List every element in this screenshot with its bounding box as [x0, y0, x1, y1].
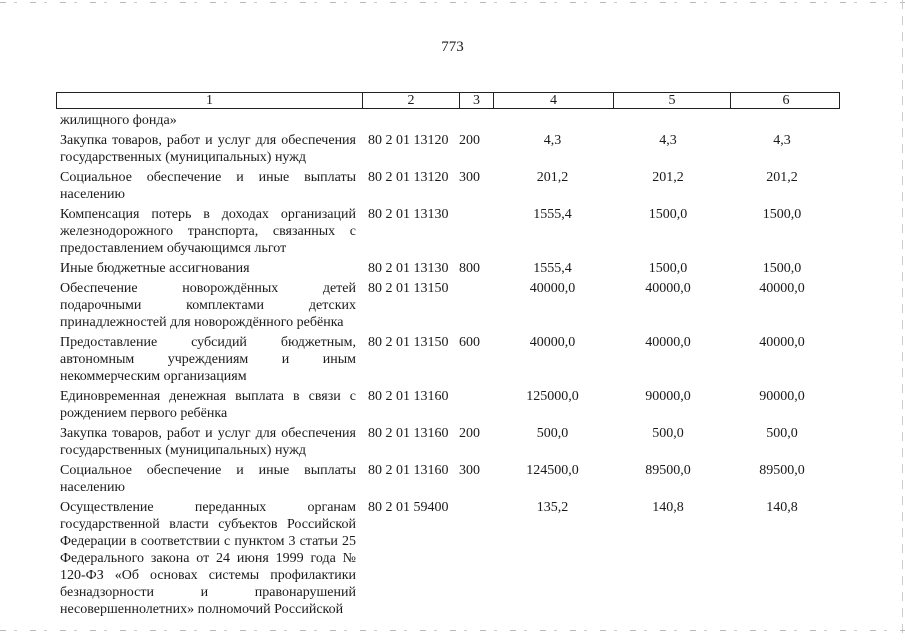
- row-value-col4: 500,0: [536, 426, 569, 441]
- row-expense-type: 200: [459, 133, 480, 148]
- table-row: [60, 112, 840, 129]
- row-value-col5: 40000,0: [645, 281, 691, 296]
- row-code: 80 2 01 13150: [368, 281, 449, 296]
- row-value-col6: 40000,0: [759, 335, 805, 350]
- row-value-col6: 4,3: [773, 133, 791, 148]
- row-name: Социальное обеспечение и иные выплаты населению: [60, 170, 356, 202]
- row-value-col5: 1500,0: [648, 261, 688, 276]
- scan-edge-bottom: [0, 630, 905, 631]
- row-code: 80 2 01 13120: [368, 133, 449, 148]
- table-row: [60, 425, 840, 459]
- row-expense-type: 200: [459, 426, 480, 441]
- page-number: 773: [441, 39, 464, 55]
- row-name: Закупка товаров, работ и услуг для обеспечения государственных (муниципальных) нужд: [60, 133, 356, 165]
- row-code: 80 2 01 13150: [368, 335, 449, 350]
- row-code: 80 2 01 13130: [368, 207, 449, 222]
- table-header: [56, 92, 840, 109]
- header-col-4: 4: [493, 93, 613, 108]
- row-expense-type: 300: [459, 463, 480, 478]
- row-code: 80 2 01 13160: [368, 463, 449, 478]
- row-value-col5: 90000,0: [645, 389, 691, 404]
- table-row: [60, 206, 840, 257]
- table-row: [60, 260, 840, 277]
- row-value-col5: 201,2: [652, 170, 684, 185]
- row-value-col6: 500,0: [766, 426, 798, 441]
- row-value-col4: 201,2: [536, 170, 569, 185]
- row-code: [358, 112, 459, 129]
- row-value-col6: 201,2: [766, 170, 798, 185]
- row-value-col6: [726, 112, 838, 129]
- row-value-col4: 135,2: [536, 500, 569, 515]
- row-value-col5: 89500,0: [645, 463, 691, 478]
- row-expense-type: [459, 499, 495, 618]
- table-row: [60, 462, 840, 496]
- header-col-5: 5: [613, 93, 730, 108]
- header-col-6: 6: [730, 93, 841, 108]
- row-value-col4: 1555,4: [533, 207, 572, 222]
- row-name: Социальное обеспечение и иные выплаты населению: [60, 463, 356, 495]
- row-value-col5: 40000,0: [645, 335, 691, 350]
- table-row: [60, 169, 840, 203]
- row-code: 80 2 01 13160: [368, 389, 449, 404]
- row-value-col4: 4,3: [543, 133, 562, 148]
- row-value-col6: 140,8: [766, 500, 798, 515]
- row-name: Предоставление субсидий бюджетным, автономным учреждениям и иным некоммерческим организациям: [60, 335, 356, 384]
- row-expense-type: 600: [459, 335, 480, 350]
- header-col-1: 1: [206, 93, 213, 108]
- row-code: 80 2 01 13130: [368, 261, 449, 276]
- header-col-3: 3: [459, 93, 493, 108]
- scan-edge-top: [0, 2, 905, 3]
- row-value-col6: 40000,0: [759, 281, 805, 296]
- row-expense-type: 800: [459, 261, 480, 276]
- row-value-col6: 89500,0: [759, 463, 805, 478]
- row-name: жилищного фонда»: [60, 113, 177, 128]
- row-expense-type: 300: [459, 170, 480, 185]
- row-code: 80 2 01 13160: [368, 426, 449, 441]
- table-row: [60, 334, 840, 385]
- table-row: [60, 499, 840, 618]
- header-col-2: 2: [362, 93, 459, 108]
- row-code: 80 2 01 13120: [368, 170, 449, 185]
- row-value-col5: 4,3: [659, 133, 677, 148]
- row-value-col4: 40000,0: [529, 281, 576, 296]
- row-value-col4: [495, 112, 610, 129]
- row-value-col4: 125000,0: [526, 389, 579, 404]
- row-value-col5: 500,0: [652, 426, 684, 441]
- row-expense-type: [459, 112, 495, 129]
- row-value-col6: 1500,0: [762, 261, 802, 276]
- table-body: [60, 112, 840, 618]
- row-value-col5: 1500,0: [648, 207, 688, 222]
- row-name: Осуществление переданных органам государственной власти субъектов Российской Федерации в соответствии с пунктом 3 статьи 25 Федерального закона от 24 июня 1999 года № 120-ФЗ «Об основах системы профилактики безнадзорности и правонарушений несовершеннолетних» полномочий Российской: [60, 500, 356, 617]
- table-row: [60, 388, 840, 422]
- row-value-col4: 124500,0: [526, 463, 579, 478]
- row-name: Компенсация потерь в доходах организаций железнодорожного транспорта, связанных с предоставлением обучающимся льгот: [60, 207, 356, 256]
- table-row: [60, 280, 840, 331]
- row-value-col6: 90000,0: [759, 389, 805, 404]
- row-expense-type: [459, 280, 495, 331]
- row-name: Закупка товаров, работ и услуг для обеспечения государственных (муниципальных) нужд: [60, 426, 356, 458]
- row-value-col5: [610, 112, 726, 129]
- scan-edge-right: [902, 0, 903, 640]
- row-expense-type: [459, 388, 495, 422]
- row-code: 80 2 01 59400: [368, 500, 449, 515]
- row-value-col5: 140,8: [652, 500, 684, 515]
- row-expense-type: [459, 206, 495, 257]
- row-value-col4: 40000,0: [529, 335, 576, 350]
- row-value-col4: 1555,4: [533, 261, 572, 276]
- row-name: Иные бюджетные ассигнования: [60, 261, 250, 276]
- table-row: [60, 132, 840, 166]
- row-name: Единовременная денежная выплата в связи с рождением первого ребёнка: [60, 389, 356, 421]
- row-name: Обеспечение новорождённых детей подарочными комплектами детских принадлежностей для новорождённого ребёнка: [60, 281, 356, 330]
- row-value-col6: 1500,0: [762, 207, 802, 222]
